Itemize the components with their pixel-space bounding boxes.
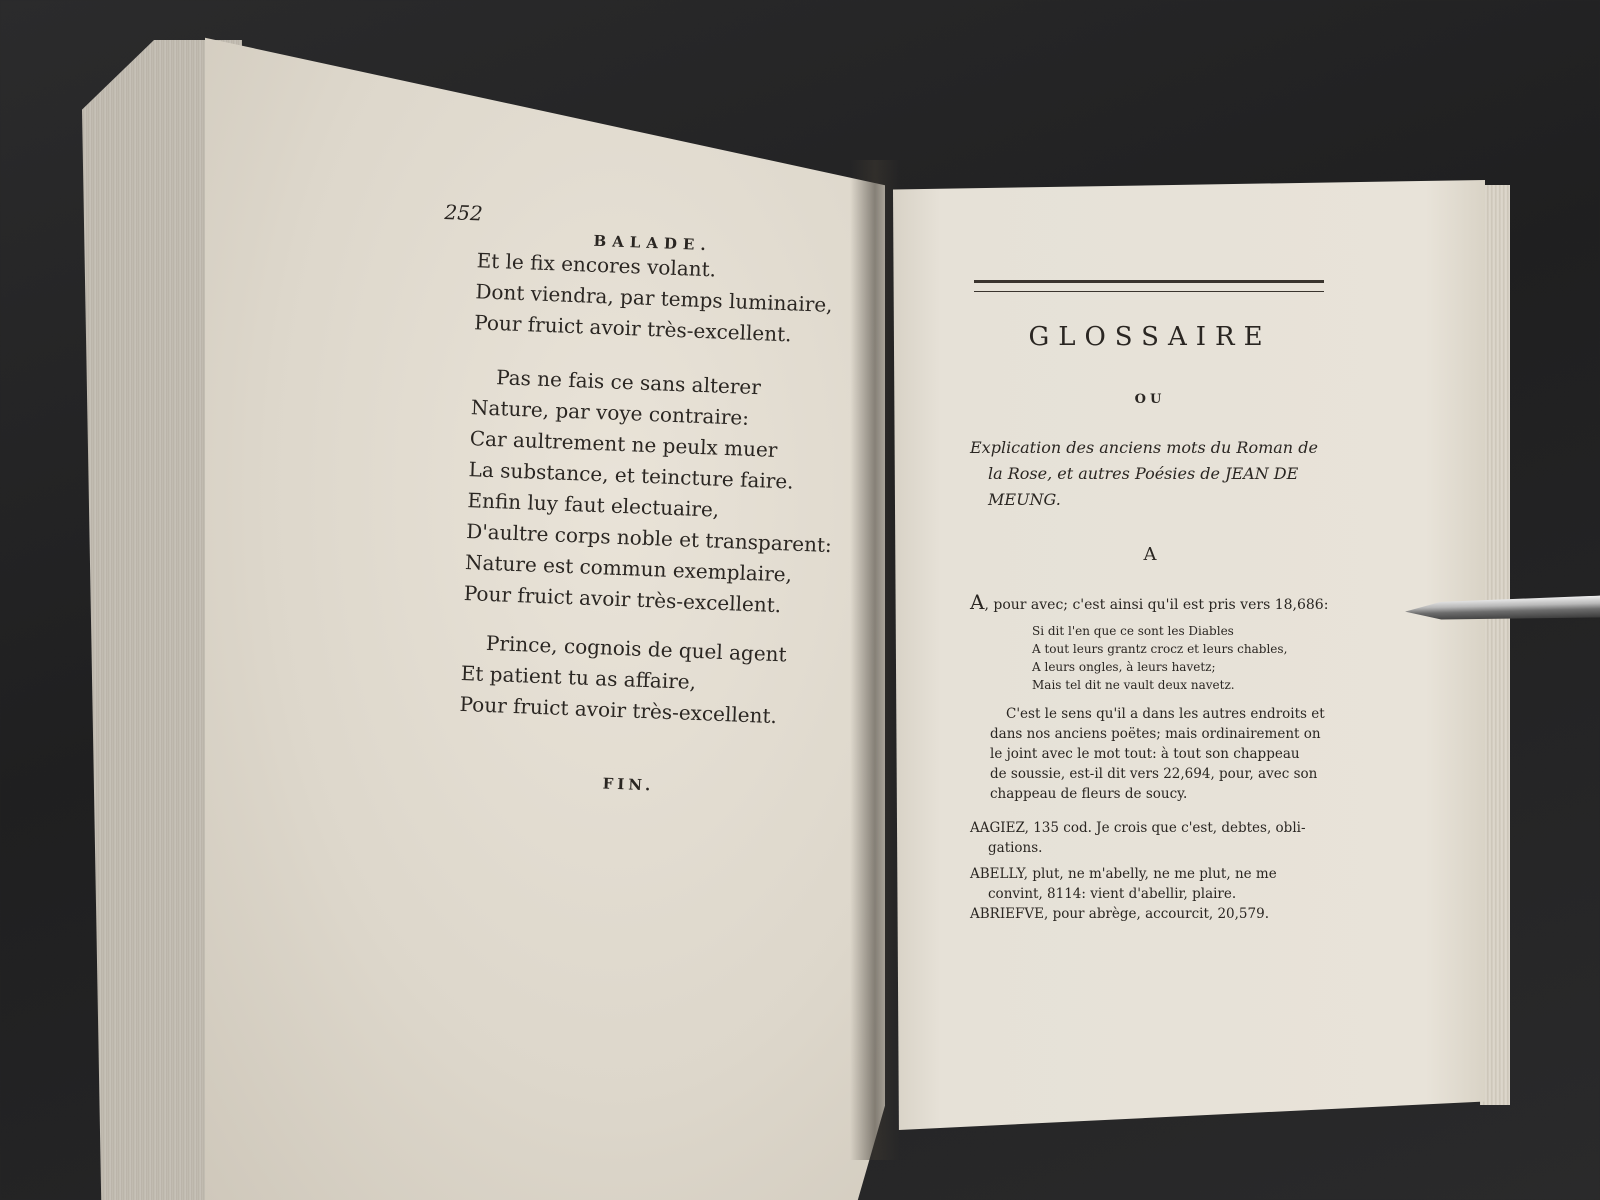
- explanation-paragraph: [990, 704, 1330, 804]
- entry-a: [970, 590, 1340, 614]
- entry-line: AAGIEZ, 135 cod. Je crois que c'est, debtes, obli-: [970, 820, 1306, 836]
- quote-line: A tout leurs grantz crocz et leurs chables,: [1032, 642, 1288, 656]
- entry-a-headword: A: [970, 590, 985, 614]
- entry-line: gations.: [988, 840, 1043, 856]
- verse-line: Et patient tu as affaire,: [460, 660, 697, 694]
- glossary-entries: [970, 818, 1340, 924]
- running-head: BALADE.: [593, 231, 712, 255]
- verse-line: Nature, par voye contraire:: [470, 395, 750, 430]
- verse-line: Pour fruict avoir très-excellent.: [459, 691, 778, 729]
- verse-line: Et le fix encores volant.: [476, 248, 717, 282]
- entry-line: ABELLY, plut, ne m'abelly, ne me plut, ne me: [970, 866, 1277, 882]
- verse-line: Car aultrement ne peulx muer: [469, 426, 778, 462]
- paragraph-line: dans nos anciens poëtes; mais ordinairement on: [990, 726, 1321, 742]
- entry-line: ABRIEFVE, pour abrège, accourcit, 20,579.: [970, 906, 1269, 922]
- stanza-3: [459, 627, 842, 735]
- verse-line: D'aultre corps noble et transparent:: [465, 519, 833, 558]
- stanza-1: [474, 245, 857, 353]
- verse-line: Nature est commun exemplaire,: [464, 550, 793, 587]
- verse-line: Enfin luy faut electuaire,: [467, 488, 720, 522]
- glossary-title: GLOSSAIRE: [1028, 322, 1272, 352]
- section-letter: A: [1143, 544, 1157, 565]
- quote-line: Mais tel dit ne vault deux navetz.: [1032, 678, 1235, 692]
- subtitle-line: MEUNG.: [988, 490, 1061, 509]
- verse-line: Pour fruict avoir très-excellent.: [473, 310, 792, 347]
- double-rule: [974, 280, 1324, 292]
- stanza-2: [463, 361, 852, 623]
- verse-quote: [1032, 622, 1287, 694]
- glossary-subtitle: [970, 435, 1340, 513]
- verse-line: Pas ne fais ce sans alterer: [495, 365, 762, 400]
- paragraph-line: chappeau de fleurs de soucy.: [990, 786, 1188, 802]
- verse-line: Dont viendra, par temps luminaire,: [475, 279, 833, 317]
- subtitle-line: la Rose, et autres Poésies de JEAN DE: [988, 464, 1299, 483]
- glossary-ou: OU: [1134, 392, 1166, 407]
- verse-line: Prince, cognois de quel agent: [485, 630, 788, 667]
- verse-line: Pour fruict avoir très-excellent.: [463, 581, 782, 618]
- quote-line: Si dit l'en que ce sont les Diables: [1032, 624, 1234, 638]
- paragraph-line: C'est le sens qu'il a dans les autres endroits et: [1006, 706, 1325, 722]
- book-gutter: [850, 160, 900, 1160]
- entry-a-text: , pour avec; c'est ainsi qu'il est pris vers 18,686:: [984, 597, 1329, 613]
- subtitle-line: Explication des anciens mots du Roman de: [970, 438, 1318, 457]
- fin-mark: FIN.: [602, 774, 655, 795]
- paragraph-line: le joint avec le mot tout: à tout son chappeau: [990, 746, 1300, 762]
- page-number: 252: [444, 200, 484, 226]
- verse-line: La substance, et teincture faire.: [468, 457, 795, 494]
- paragraph-line: de soussie, est-il dit vers 22,694, pour, avec son: [990, 766, 1318, 782]
- entry-line: convint, 8114: vient d'abellir, plaire.: [988, 886, 1237, 902]
- quote-line: A leurs ongles, à leurs havetz;: [1032, 660, 1216, 674]
